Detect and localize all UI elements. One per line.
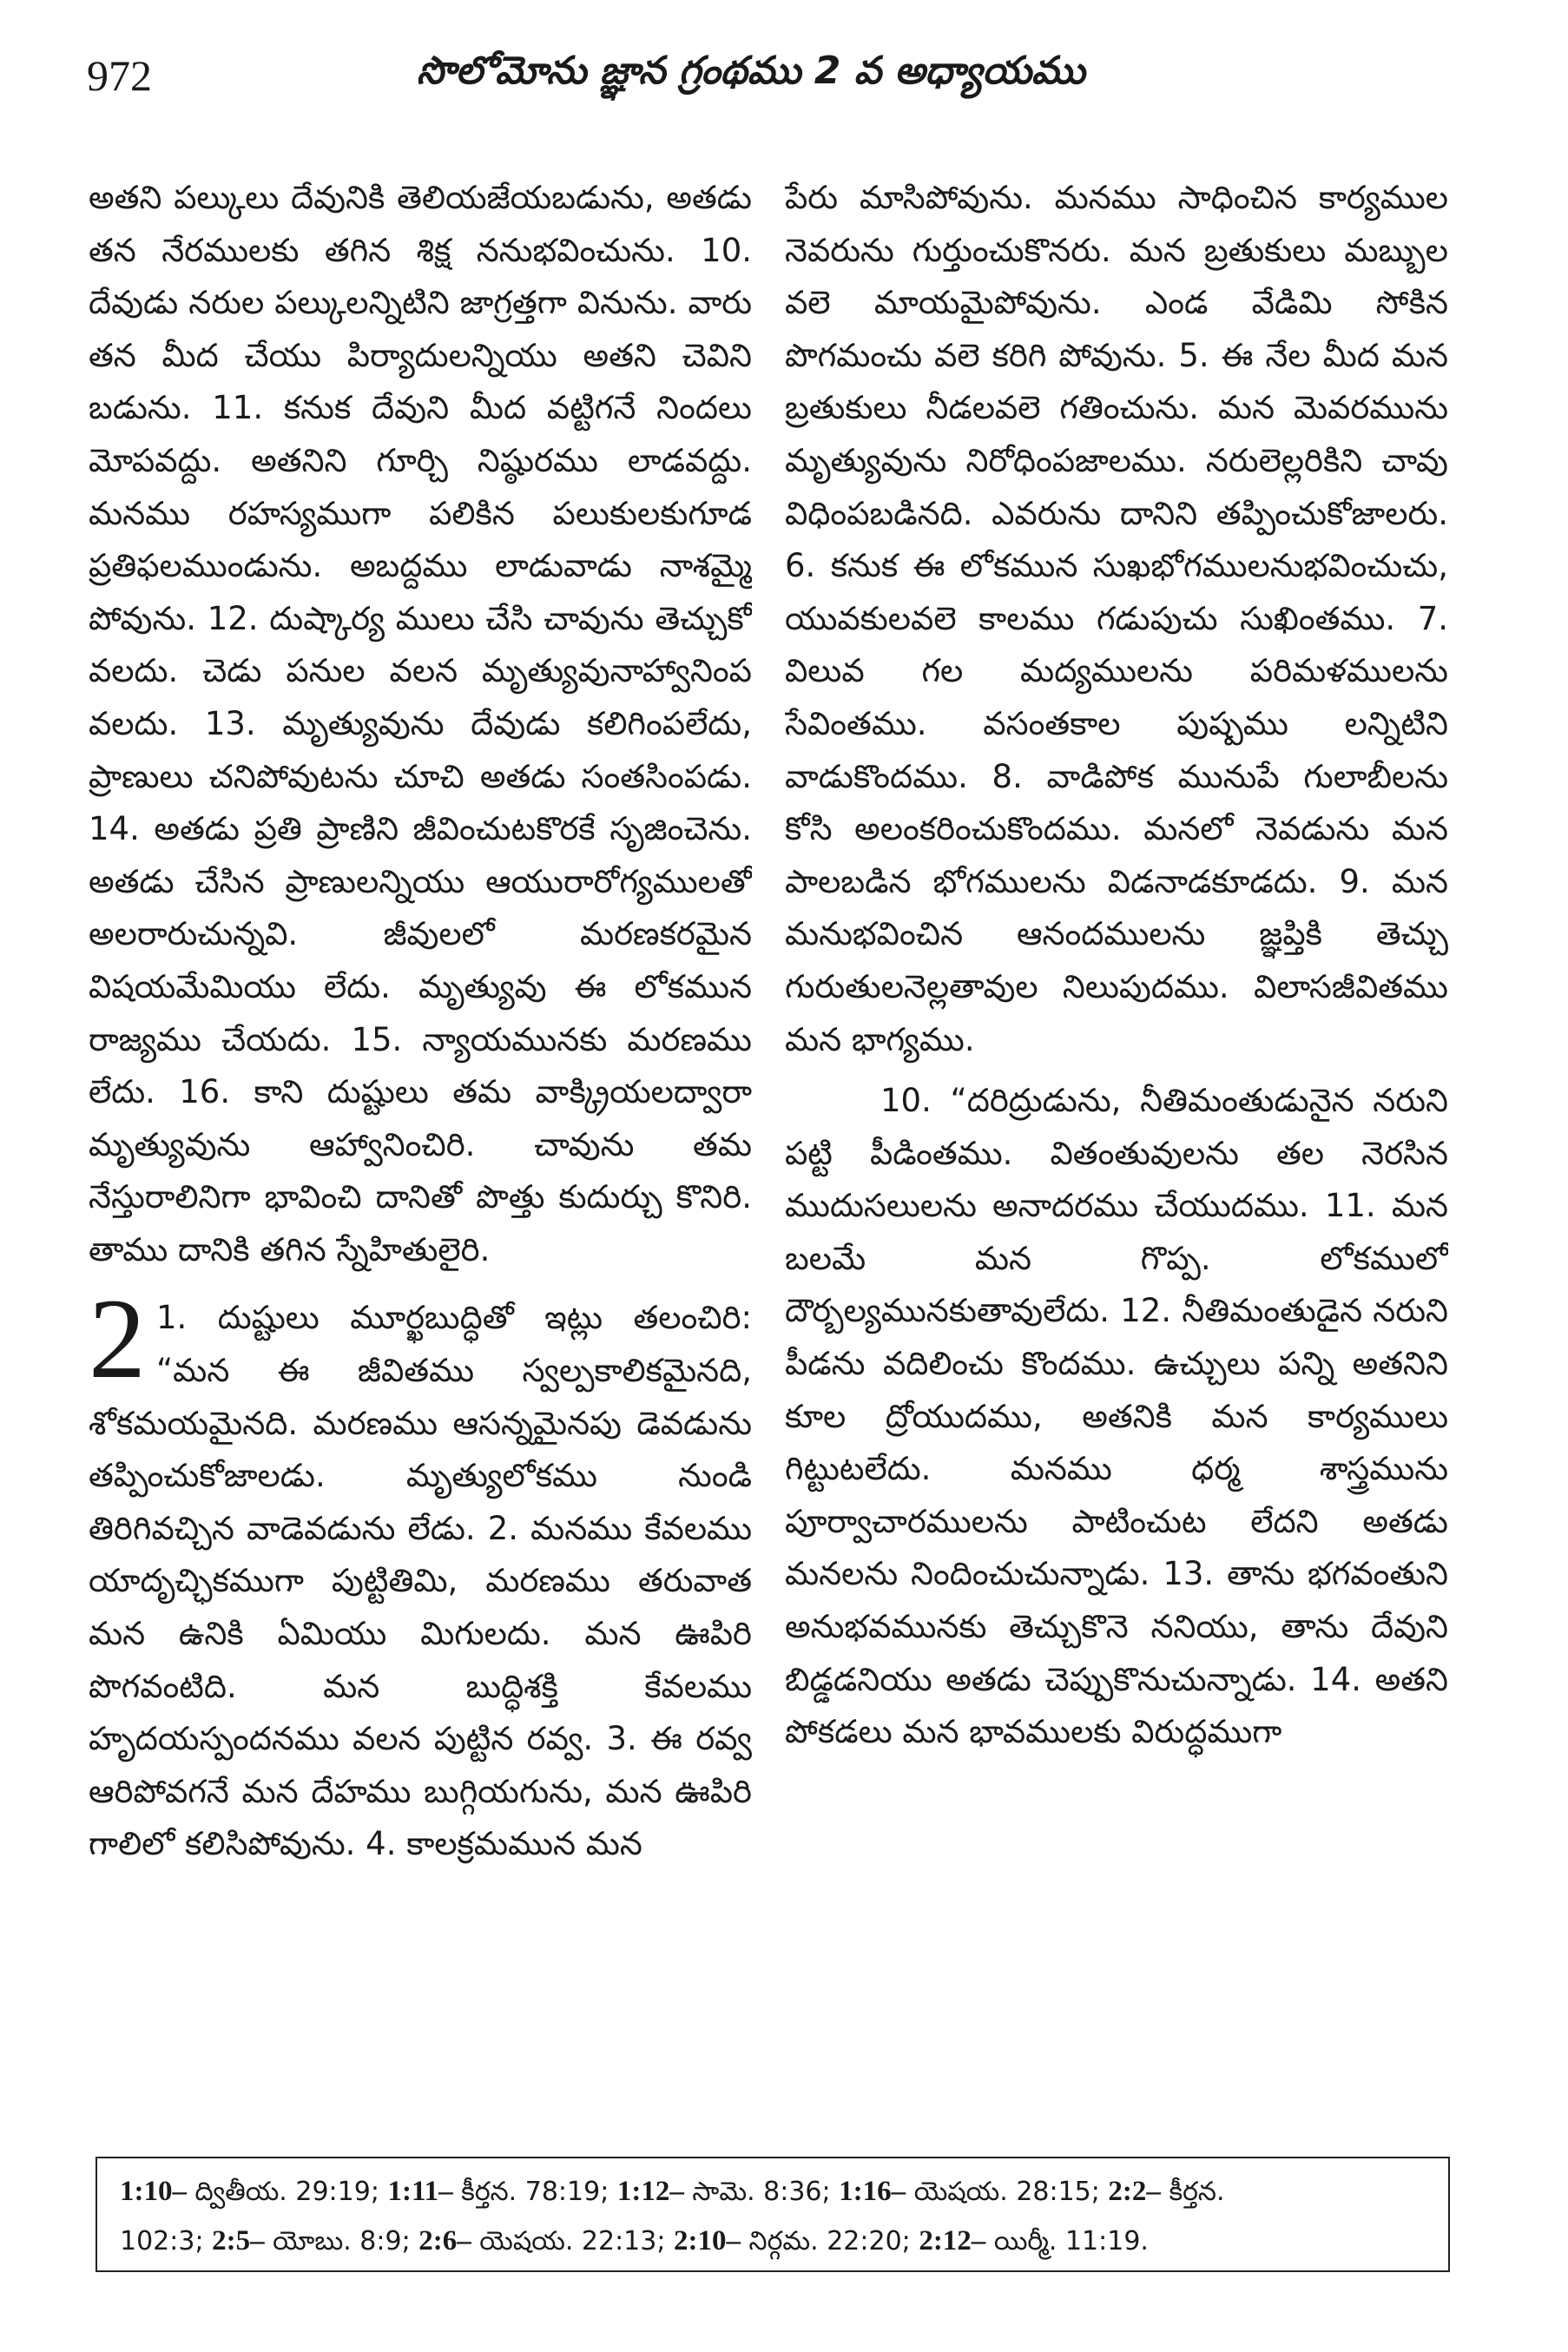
footnote-line [120,2217,1426,2266]
footnote-ref: 1:10– [120,2176,187,2207]
left-column [89,172,752,2104]
footnote-line [120,2167,1426,2217]
footnote-text: యెషయ. 22:13; [471,2226,674,2256]
chapter-block [89,1275,752,1871]
footnote-text: కీర్తన. [1160,2177,1225,2207]
paragraph: 1. దుష్టులు మూర్ఖబుద్ధితో ఇట్లు తలంచిరి: “మన ఈ జీవితము స్వల్పకాలికమైనది, శోకమయమైనది. మరణము ఆసన్నమైనపు డెవడును తప్పించుకోజాలడు. మృత్యులోకము నుండి తిరిగివచ్చిన వాడెవడును లేడు. 2. మనము కేవలము యాదృచ్ఛికముగా పుట్టితిమి, మరణము తరువాత మన ఉనికి ఏమియు మిగులదు. మన ఊపిరి పొగవంటిది. మన బుద్ధిశక్తి కేవలము హృదయస్పందనము వలన పుట్టిన రవ్వ. 3. ఈ రవ్వ ఆరిపోవగనే మన దేహము బుగ్గియగును, మన ఊపిరి గాలిలో కలిసిపోవును. 4. కాలక్రమమున మన [89,1299,752,1863]
paragraph: అతని పల్కులు దేవునికి తెలియజేయబడును, అతడు తన నేరములకు తగిన శిక్ష ననుభవించును. 10. దేవుడు నరుల పల్కులన్నిటిని జాగ్రత్తగా వినును. వారు తన మీద చేయు పిర్యాదులన్నియు అతని చెవిని బడును. 11. కనుక దేవుని మీద వట్టిగనే నిందలు మోపవద్దు. అతనిని గూర్చి నిష్ఠురము లాడవద్దు. మనము రహస్యముగా పలికిన పలుకులకుగూడ ప్రతిఫలముండును. అబద్దము లాడువాడు నాశమ్మై పోవును. 12. దుష్కార్య ములు చేసి చావును తెచ్చుకో వలదు. చెడు పనుల వలన మృత్యువునాహ్వానింప వలదు. 13. మృత్యువును దేవుడు కలిగింపలేదు, ప్రాణులు చనిపోవుటను చూచి అతడు సంతసింపడు. 14. అతడు ప్రతి ప్రాణిని జీవించుటకొరకే సృజించెను. అతడు చేసిన ప్రాణులన్నియు ఆయురారోగ్యములతో అలరారుచున్నవి. జీవులలో మరణకరమైన విషయమేమియు లేదు. మృత్యువు ఈ లోకమున రాజ్యము చేయదు. 15. న్యాయమునకు మరణము లేదు. 16. కాని దుష్టులు తమ వాక్క్రియలద్వారా మృత్యువును ఆహ్వానించిరి. చావును తమ నేస్తురాలినిగా భావించి దానితో పొత్తు కుదుర్చు కొనిరి. తాము దానికి తగిన స్నేహితులైరి. [89,179,752,1268]
footnote-text: 102:3; [120,2226,213,2256]
page-title: సొలోమోను జ్ఞాన గ్రంథము 2 వ అధ్యాయము [417,49,1085,93]
footnote-text: నిర్గమ. 22:20; [741,2226,919,2256]
footnote-ref: 2:12– [919,2225,986,2256]
footnote-text: ద్వితీయ. 29:19; [187,2177,388,2207]
footnote-ref: 1:11– [387,2176,453,2207]
footnote-ref: 1:12– [616,2176,684,2207]
page-number: 972 [87,51,152,100]
footnote-text: యోబు. 8:9; [264,2226,419,2256]
footnote-text: సామె. 8:36; [683,2177,840,2207]
footnote-text: కీర్తన. 78:19; [452,2177,617,2207]
footnote-ref: 1:16– [839,2176,906,2207]
footnote-ref: 2:10– [674,2225,741,2256]
footnote-text: యిర్మీ. 11:19. [985,2226,1149,2256]
footnote-text: యెషయ. 28:15; [906,2177,1109,2207]
chapter-number: 2 [89,1275,146,1403]
footnote-ref: 2:5– [212,2225,265,2256]
right-column [785,172,1448,2104]
paragraph: 10. “దరిద్రుడును, నీతిమంతుడునైన నరుని పట్టి పీడింతము. వితంతువులను తల నెరసిన ముదుసలులను అనాదరము చేయుదము. 11. మన బలమే మన గొప్ప. లోకములో దౌర్బల్యమునకుతావులేదు. 12. నీతిమంతుడైన నరుని పీడను వదిలించు కొందము. ఉచ్చులు పన్ని అతనిని కూల ద్రోయుదము, అతనికి మన కార్యములు గిట్టుటలేదు. మనము ధర్మ శాస్త్రమును పూర్వాచారములను పాటించుట లేదని అతడు మనలను నిందించుచున్నాడు. 13. తాను భగవంతుని అనుభవమునకు తెచ్చుకొనె ననియు, తాను దేవుని బిడ్డడనియు అతడు చెప్పుకొనుచున్నాడు. 14. అతని పోకడలు మన భావములకు విరుద్ధముగా [785,1082,1448,1751]
footnotes-box [96,2157,1450,2272]
footnote-ref: 2:6– [418,2225,471,2256]
paragraph: పేరు మాసిపోవును. మనము సాధించిన కార్యముల నెవరును గుర్తుంచుకొనరు. మన బ్రతుకులు మబ్బుల వలె మాయమైపోవును. ఎండ వేడిమి సోకిన పొగమంచు వలె కరిగి పోవును. 5. ఈ నేల మీద మన బ్రతుకులు నీడలవలె గతించును. మన మెవరమును మృత్యువును నిరోధింపజాలము. నరులెల్లరికిని చావు విధింపబడినది. ఎవరును దానిని తప్పించుకోజాలరు. 6. కనుక ఈ లోకమున సుఖభోగములనుభవించుచు, యువకులవలె కాలము గడుపుచు సుఖింతము. 7. విలువ గల మద్యములను పరిమళములను సేవింతము. వసంతకాల పుష్పము లన్నిటిని వాడుకొందము. 8. వాడిపోక మునుపే గులాబీలను కోసి అలంకరించుకొందము. మనలో నెవడును మన పాలబడిన భోగములను విడనాడకూడదు. 9. మన మనుభవించిన ఆనందములను జ్ఞప్తికి తెచ్చు గురుతులనెల్లతావుల నిలుపుదము. విలాసజీవితము మన భాగ్యము. [785,179,1448,1058]
footnote-ref: 2:2– [1108,2176,1161,2207]
